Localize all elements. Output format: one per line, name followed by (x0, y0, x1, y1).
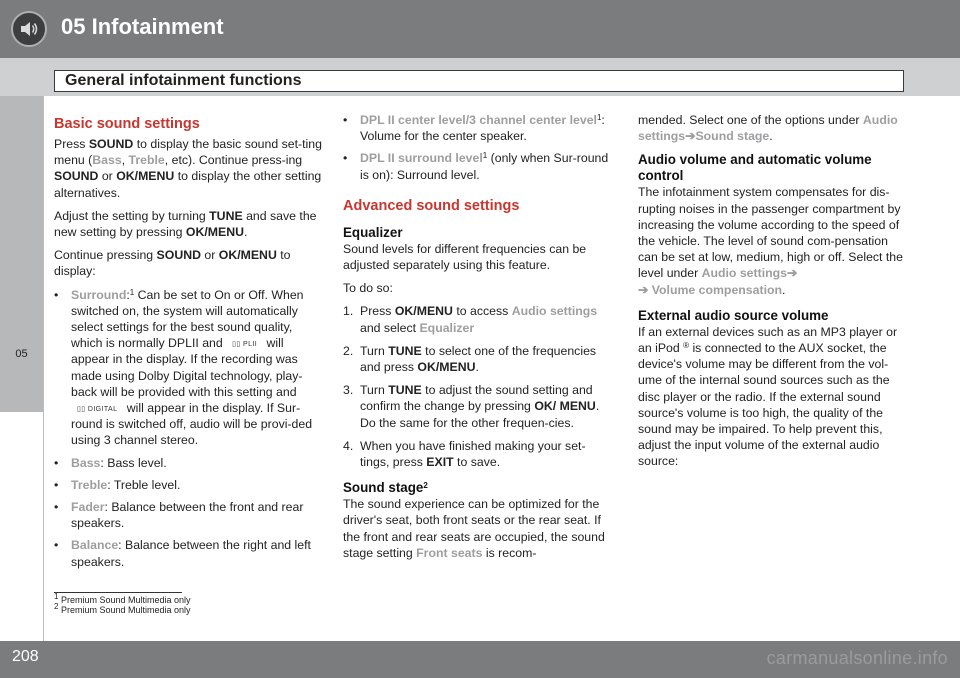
watermark: carmanualsonline.info (766, 648, 948, 668)
dolby-icon: ▯▯ DIGITAL (77, 406, 118, 414)
dolby-icon: ▯▯ PLII (232, 341, 258, 349)
paragraph-basic-intro: Press SOUND to display the basic sound set-ting menu (Bass, Treble, etc). Continue press-ing SOUND or OK/MENU to display the other setting alternatives. (54, 137, 322, 200)
section-title: General infotainment functions (65, 72, 302, 89)
heading-audio-volume: Audio volume and automatic volume control (638, 152, 872, 184)
speaker-icon (11, 11, 47, 47)
step-4: 4. When you have finished making your set-tings, press EXIT to save. (343, 438, 586, 470)
section-title-box (54, 70, 904, 92)
list-item-fader: • Fader: Balance between the front and rear speakers. (54, 500, 304, 531)
menu-term: Treble (128, 153, 165, 168)
header-bar (0, 0, 960, 58)
bullet: • (54, 500, 59, 515)
heading-external-audio: External audio source volume (638, 307, 829, 323)
arrow-right-icon: ➔ (786, 266, 798, 281)
chapter-side-tab (0, 96, 43, 412)
bullet: • (54, 287, 59, 302)
bullet: • (343, 151, 348, 166)
bullet: • (54, 477, 59, 492)
page-number: 208 (12, 648, 39, 665)
paragraph-continue: Continue pressing SOUND or OK/MENU to display: (54, 248, 291, 279)
arrow-right-icon: ➔ (638, 282, 649, 297)
list-item-balance: • Balance: Balance between the right and left speakers. (54, 538, 311, 569)
list-item-bass: • Bass: Bass level. (54, 455, 167, 470)
column-3 (638, 112, 908, 477)
step-1: 1. Press OK/MENU to access Audio settings and select Equalizer (343, 304, 598, 335)
step-3: 3. Turn TUNE to adjust the sound setting and confirm the change by pressing OK/ MENU. Do the same for the other frequen-cies. (343, 383, 600, 430)
footnote-1: $^1$ Premium Sound Multimedia only (54, 592, 191, 605)
side-tab-label: 05 (15, 348, 28, 360)
menu-term: Bass (92, 153, 122, 168)
column-1 (54, 112, 322, 576)
side-divider (43, 96, 44, 641)
heading-advanced-sound-settings: Advanced sound settings (343, 197, 520, 214)
heading-equalizer: Equalizer (343, 224, 403, 240)
step-2: 2. Turn TUNE to select one of the frequencies and press OK/MENU. (343, 343, 597, 375)
list-item-surround: • Surround:$^1$ Can be set to On or Off. When switched on, the system will automatically select settings for the best sound quality, which is normally DPLII and ▯▯ PLII will appear in the display. If the recording was made using Dolby Digital technology, play-back will be provided with this setting and ▯▯ DIGITAL will appear in the display. If Sur-round is switched off, audio will be provi-ded using 3 channel stereo. (54, 287, 313, 448)
list-item-dpl-center: • DPL II center level/3 channel center level$^1$: Volume for the center speaker. (343, 113, 605, 144)
paragraph-audio-volume: The infotainment system compensates for dis-rupting noises in the passenger compartment by increasing the volume according to the speed of the vehicle. The level of sound com-pensation can be set at low, medium, high or off. Select the level under Audio settings➔ ➔ Volume compensation. (638, 185, 903, 297)
bullet: • (54, 455, 59, 470)
paragraph-external-audio: If an external devices such as an MP3 player or an iPod ® is connected to the AUX socket, the device's volume may be different from the vol-ume of the internal sound sources such as the disc player or the radio. If the external sound source's volume is too high, the quality of the sound may be impaired. To help prevent this, adjust the input volume of the external audio source: (638, 324, 898, 469)
footnote-2: $^2$ Premium Sound Multimedia only (54, 602, 191, 615)
arrow-right-icon: ➔ (685, 129, 696, 144)
chapter-title: 05 Infotainment (61, 14, 224, 39)
bullet: • (54, 538, 59, 553)
list-item-dpl-surround: • DPL II surround level$^1$ (only when Sur-round is on): Surround level. (343, 151, 609, 182)
paragraph-to-do-so: To do so: (343, 281, 393, 296)
footnote-divider (54, 592, 182, 593)
bullet: • (343, 113, 348, 127)
paragraph-adjust: Adjust the setting by turning TUNE and save the new setting by pressing OK/MENU. (54, 208, 317, 240)
paragraph-sound-stage: The sound experience can be optimized for the driver's seat, both front seats or the rear seat. If the front and rear seats are occupied, the sound stage setting Front seats is recom- (343, 497, 605, 560)
column-2 (343, 112, 613, 568)
list-item-treble: • Treble: Treble level. (54, 477, 181, 492)
heading-basic-sound-settings: Basic sound settings (54, 116, 200, 132)
paragraph-equalizer: Sound levels for different frequencies can be adjusted separately using this feature. (343, 241, 587, 273)
heading-sound-stage: Sound stage$^2$ (343, 480, 428, 496)
paragraph-sound-stage-cont: mended. Select one of the options under Audio settings➔Sound stage. (638, 113, 898, 144)
